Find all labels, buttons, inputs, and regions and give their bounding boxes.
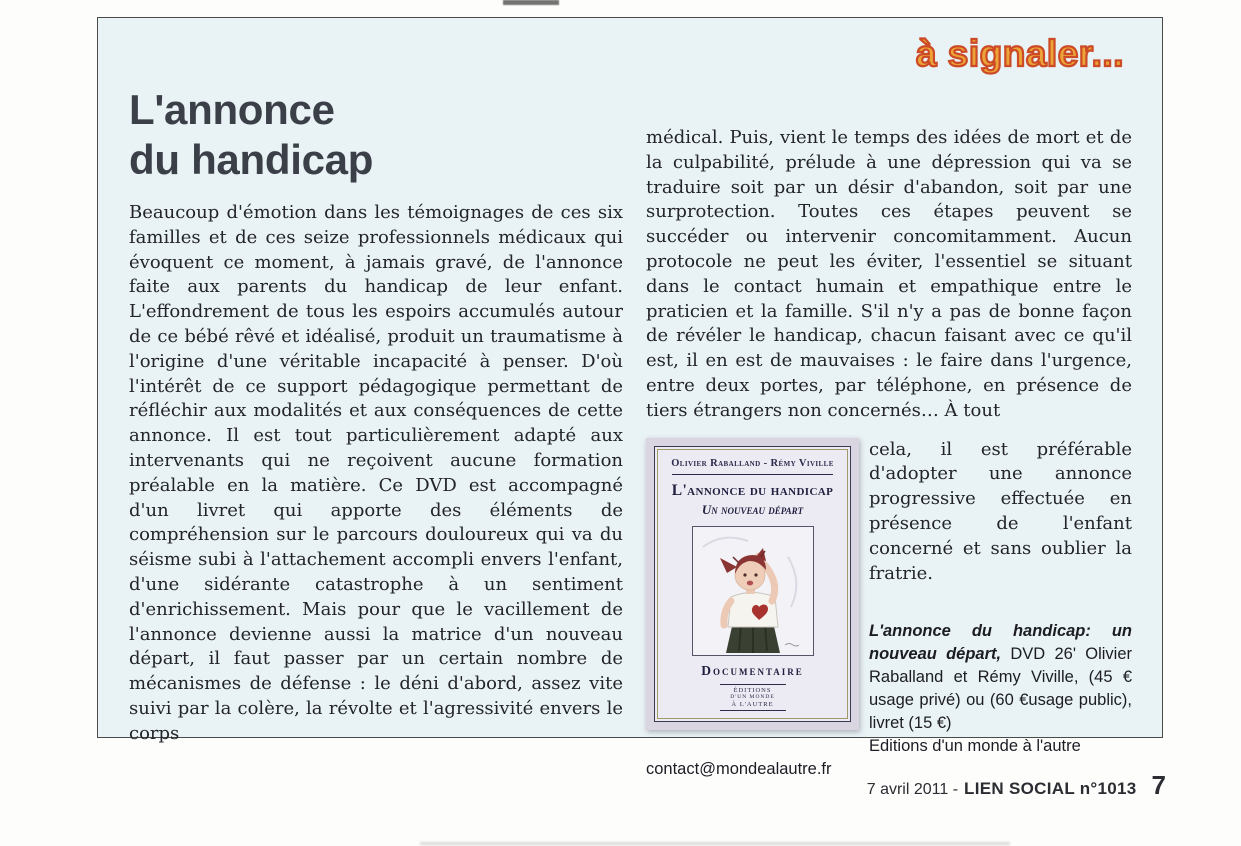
dvd-publisher-line2: D'UN MONDE: [730, 693, 775, 700]
page-footer: [867, 770, 1166, 801]
scan-artifact-top: [503, 0, 559, 5]
dvd-title: L'annonce du handicap: [671, 481, 834, 499]
scan-artifact-bottom: [420, 842, 1010, 845]
footer-date: 7 avril 2011 -: [866, 781, 959, 798]
caption-title: L'annonce du handicap: un nouveau départ,: [869, 622, 1132, 664]
dvd-publisher-line1: ÉDITIONS: [733, 686, 772, 694]
article-body-right: médical. Puis, vient le temps des idées de mort et de la culpabilité, prélude à une dépression qui va se traduire soit par un désir d'abandon, soit par une surprotection. Toutes ces étapes peuvent se succéder ou intervenir concomitamment. Aucun protocole ne peut les éviter, l'essentiel se situant dans le contact humain et empathique entre le praticien et la famille. S'il n'y a pas de bonne façon de révéler le handicap, chacun faisant avec ce qu'il est, il en est de mauvaises : le faire dans l'urgence, entre deux portes, par téléphone, en présence de tiers étrangers non concernés… À tout: [646, 127, 1132, 421]
article-body-right-wrap: cela, il est préférable d'adopter une annonce progressive effectuée en présence de l'enfant concerné et sans oublier la fratrie.: [869, 438, 1132, 584]
article-title-line1: L'annonce: [129, 86, 335, 133]
footer-journal: LIEN SOCIAL n°1013: [964, 779, 1137, 798]
article-body-left: Beaucoup d'émotion dans les témoignages de ces six familles et de ces seize professionnels médicaux qui évoquent ce moment, à jamais gravé, de l'annonce faite aux parents du handicap de leur enfant. L'effondrement de tous les espoirs accumulés autour de ce bébé rêvé et idéalisé, produit un traumatisme à l'origine d'une véritable incapacité à penser. D'où l'intérêt de ce support pédagogique permettant de réfléchir aux modalités et aux conséquences de cette annonce. Il est tout particulièrement adapté aux intervenants qui ne reçoivent aucune formation préalable en la matière. Ce DVD est accompagné d'un livret qui apporte des éléments de compréhension sur le parcours douloureux qui va du séisme subi à l'attachement accompli envers l'enfant, d'une sidérante catastrophe à un sentiment d'enrichissement. Mais pour que le vacillement de l'annonce devienne aussi la matrice d'un nouveau départ, il faut passer par un certain nombre de mécanismes de défense : le déni d'abord, assez vite suivi par la colère, la révolte et l'agressivité envers le corps: [129, 202, 623, 744]
section-header: à signaler...: [915, 33, 1124, 74]
dvd-publisher-line3: À L'AUTRE: [731, 700, 774, 708]
wrap-area: [646, 438, 1132, 782]
dvd-authors: Olivier Raballand - Rémy Viville: [671, 457, 834, 469]
footer-page-number: 7: [1151, 770, 1166, 800]
dvd-rule: [672, 474, 833, 475]
caption-contact: contact@mondealautre.fr: [646, 760, 832, 779]
dvd-cover: [654, 446, 851, 722]
right-column: [646, 126, 1132, 781]
dvd-cover-frame: [657, 449, 848, 719]
article-title-line2: du handicap: [129, 136, 374, 183]
article-title: [129, 85, 623, 185]
dvd-illustration: [692, 526, 814, 656]
dvd-publisher-logo: [720, 684, 786, 711]
dvd-cover-photo: [646, 438, 859, 730]
dvd-subtitle: Un nouveau départ: [701, 501, 804, 517]
girl-illustration-svg: [693, 527, 813, 655]
dvd-genre: Documentaire: [701, 662, 804, 678]
article-panel: [97, 17, 1163, 779]
left-column: [129, 85, 623, 747]
caption-publisher: Editions d'un monde à l'autre: [869, 737, 1081, 756]
caption-details: DVD 26' Olivier Raballand et Rémy Viville, (45 € usage privé) ou (60 €usage public), livret (15 €): [869, 645, 1132, 733]
